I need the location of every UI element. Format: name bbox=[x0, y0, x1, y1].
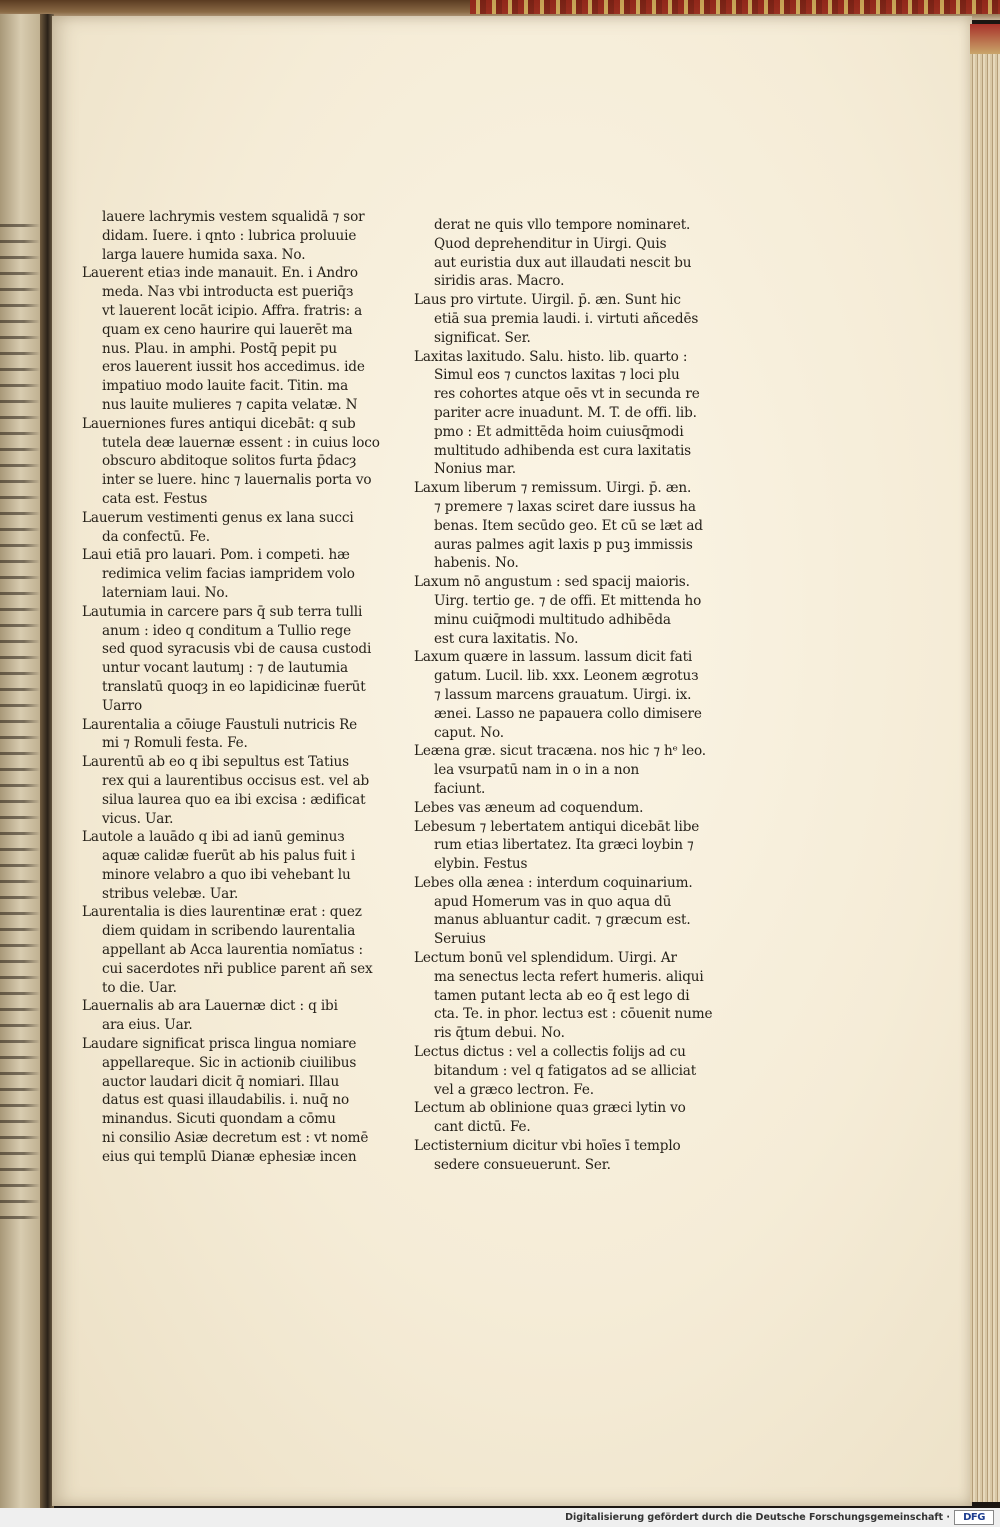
text-line: Uirg. tertio ge. ⁊ de offi. Et mittenda ho bbox=[434, 592, 702, 609]
text-line: redimica velim facias iampridem volo bbox=[102, 566, 355, 583]
text-line: Uarro bbox=[102, 697, 142, 714]
text-line: ris q̄tum debui. No. bbox=[434, 1025, 565, 1042]
text-line: auctor laudari dicit q̄ nomiari. Illau bbox=[102, 1073, 340, 1090]
text-line: tamen putant lecta ab eo q̄ est lego di bbox=[434, 987, 690, 1004]
entry-headword-line: Laxum nō angustum : sed spacij maioris. bbox=[414, 574, 690, 591]
text-line: multitudo adhibenda est cura laxitatis bbox=[434, 442, 691, 459]
text-line: diem quidam in scribendo laurentalia bbox=[102, 923, 356, 940]
entry-headword-line: Laurentalia is dies laurentinæ erat : quez bbox=[82, 904, 362, 921]
text-line: cui sacerdotes nr̄i publice parent añ sex bbox=[102, 960, 373, 977]
entry-headword-line: Lauerum vestimenti genus ex lana succi bbox=[82, 509, 354, 526]
entry-headword-line: Laxitas laxitudo. Salu. histo. lib. quarto : bbox=[414, 348, 688, 365]
text-line: larga lauere humida saxa. No. bbox=[102, 246, 306, 263]
text-line: cant dictū. Fe. bbox=[434, 1119, 531, 1136]
text-line: etiā sua premia laudi. i. virtuti añcedēs bbox=[434, 310, 699, 327]
text-line: minore velabro a quo ibi vehebant lu bbox=[102, 866, 351, 883]
text-line: datus est quasi illaudabilis. i. nuq̄ no bbox=[102, 1092, 350, 1109]
text-line: rum etiaз libertatez. Ita græci loybin ⁊ bbox=[434, 837, 694, 854]
text-line: bitandum : vel q fatigatos ad se alliciat bbox=[434, 1062, 697, 1079]
text-line: laterniam laui. No. bbox=[102, 584, 229, 601]
entry-headword-line: Lectum bonū vel splendidum. Uirgi. Ar bbox=[414, 950, 677, 967]
entry-headword-line: Laxum quære in lassum. lassum dicit fati bbox=[414, 649, 693, 666]
text-line: impatiuo modo lauite facit. Titin. ma bbox=[102, 378, 349, 395]
text-line: minandus. Sicuti quondam a cōmu bbox=[102, 1111, 336, 1128]
text-line: ni consilio Asiæ decretum est : vt nomē bbox=[102, 1130, 369, 1147]
text-line: manus abluantur cadit. ⁊ græcum est. bbox=[434, 912, 691, 929]
text-line: nus. Plau. in amphi. Postq̄ pepit pu bbox=[102, 340, 338, 357]
entry-headword-line: Lauerent etiaз inde manauit. En. i Andro bbox=[82, 265, 358, 282]
text-line: vel a græco lectron. Fe. bbox=[434, 1081, 594, 1098]
text-line: vt lauerent locāt icipio. Affra. fratris: a bbox=[102, 302, 363, 319]
text-line: minu cuiq̄modi multitudo adhibēda bbox=[434, 611, 671, 628]
text-line: pmo : Et admittēda hoim cuiusq̄modi bbox=[434, 423, 684, 440]
entry-headword-line: Laudare significat prisca lingua nomiare bbox=[82, 1036, 357, 1053]
binding-ribbon bbox=[470, 0, 1000, 14]
entry-headword-line: Laurentalia a cōiuge Faustuli nutricis Re bbox=[82, 716, 358, 733]
text-line: elybin. Festus bbox=[434, 856, 528, 873]
text-line: lauere lachrymis vestem squalidā ⁊ sor bbox=[102, 209, 365, 225]
entry-headword-line: Lectus dictus : vel a collectis folijs ad cu bbox=[414, 1044, 686, 1061]
entry-headword-line: Lautumia in carcere pars q̄ sub terra tulli bbox=[82, 603, 363, 620]
text-line: Seruius bbox=[434, 931, 486, 948]
text-line: stribus velebæ. Uar. bbox=[102, 885, 239, 902]
text-line: significat. Ser. bbox=[434, 329, 531, 346]
text-line: silua laurea quo ea ibi excisa : ædificat bbox=[102, 791, 366, 808]
text-line: quam ex ceno haurire qui lauerēt ma bbox=[102, 321, 353, 338]
text-line: anum : ideo q conditum a Tullio rege bbox=[102, 622, 352, 639]
text-line: ænei. Lasso ne papauera collo dimisere bbox=[434, 705, 702, 722]
entry-headword-line: Lebes olla ænea : interdum coquinarium. bbox=[414, 874, 693, 891]
page-fore-edge bbox=[970, 24, 1000, 1502]
text-line: appellareque. Sic in actionib ciuilibus bbox=[102, 1054, 357, 1071]
text-line: didam. Iuere. i qnto : lubrica proluuie bbox=[102, 227, 357, 244]
entry-headword-line: Laurentū ab eo q ibi sepultus est Tatius bbox=[82, 754, 349, 771]
text-line: vicus. Uar. bbox=[102, 810, 174, 827]
text-line: aut euristia dux aut illaudati nescit bu bbox=[434, 254, 692, 271]
text-line: eros lauerent iussit hos accedimus. ide bbox=[102, 359, 365, 376]
text-line: auras palmes agit laxis p puꝫ immissis bbox=[434, 536, 693, 553]
text-line: ara eius. Uar. bbox=[102, 1017, 193, 1034]
entry-headword-line: Lautole a lauādo q ibi ad ianū geminuз bbox=[82, 829, 345, 846]
entry-headword-line: Leæna græ. sicut tracæna. nos hic ⁊ hᵉ leo. bbox=[414, 743, 706, 760]
text-line: nus lauite mulieres ⁊ capita velatæ. N bbox=[102, 396, 358, 413]
text-line: pariter acre inuadunt. M. T. de offi. lib. bbox=[434, 404, 697, 421]
entry-headword-line: Laxum liberum ⁊ remissum. Uirgi. p̄. æn. bbox=[414, 480, 692, 497]
entry-headword-line: Laui etiā pro lauari. Pom. i competi. hæ bbox=[82, 547, 350, 564]
text-line: Simul eos ⁊ cunctos laxitas ⁊ loci plu bbox=[434, 367, 680, 384]
right-text-column bbox=[414, 216, 724, 1175]
text-line: derat ne quis vllo tempore nominaret. bbox=[434, 217, 691, 233]
left-page-text-bleed bbox=[0, 224, 40, 1224]
text-line: appellant ab Acca laurentia nomīatus : bbox=[102, 942, 363, 959]
text-line: Quod deprehenditur in Uirgi. Quis bbox=[434, 235, 667, 252]
text-line: cta. Te. in phor. lectuз est : cōuenit nume bbox=[434, 1006, 713, 1023]
bookmark-ribbon bbox=[970, 24, 1000, 54]
text-line: cata est. Festus bbox=[102, 490, 208, 507]
text-line: aquæ calidæ fuerūt ab his palus fuit i bbox=[102, 848, 356, 865]
text-line: benas. Item secūdo geo. Et cū se læt ad bbox=[434, 517, 703, 534]
entry-headword-line: Lebes vas æneum ad coquendum. bbox=[414, 799, 644, 816]
text-line: mi ⁊ Romuli festa. Fe. bbox=[102, 735, 248, 752]
text-line: apud Homerum vas in quo aqua dū bbox=[434, 893, 672, 910]
text-line: habenis. No. bbox=[434, 555, 519, 572]
text-line: ma senectus lecta refert humeris. aliqui bbox=[434, 968, 704, 985]
left-text-column bbox=[82, 208, 382, 1167]
text-line: rex qui a laurentibus occisus est. vel ab bbox=[102, 772, 370, 789]
text-line: inter se luere. hinc ⁊ lauernalis porta vo bbox=[102, 472, 372, 489]
text-line: faciunt. bbox=[434, 780, 486, 797]
digitization-credit: Digitalisierung gefördert durch die Deutsche Forschungsgemeinschaft · bbox=[565, 1512, 950, 1523]
entry-headword-line: Laus pro virtute. Uirgil. p̄. æn. Sunt hic bbox=[414, 292, 681, 309]
text-line: caput. No. bbox=[434, 724, 504, 741]
text-line: sed quod syracusis vbi de causa custodi bbox=[102, 641, 372, 658]
entry-headword-line: Lebesum ⁊ lebertatem antiqui dicebāt libe bbox=[414, 818, 700, 835]
text-line: tutela deæ lauernæ essent : in cuius loco bbox=[102, 434, 380, 451]
text-line: translatū quoqȝ in eo lapidicinæ fuerūt bbox=[102, 678, 366, 695]
text-line: obscuro abditoque solitos furta p̄dacȝ bbox=[102, 453, 357, 470]
text-line: res cohortes atque oēs vt in secunda re bbox=[434, 386, 700, 403]
text-line: eius qui templū Dianæ ephesiæ incen bbox=[102, 1148, 357, 1165]
text-line: to die. Uar. bbox=[102, 979, 177, 996]
text-line: sedere consueuerunt. Ser. bbox=[434, 1156, 611, 1173]
text-line: lea vsurpatū nam in o in a non bbox=[434, 762, 640, 779]
text-line: gatum. Lucil. lib. xxx. Leonem ægrotuз bbox=[434, 668, 699, 685]
text-line: untur vocant lautumȷ : ⁊ de lautumia bbox=[102, 660, 348, 677]
entry-headword-line: Lectisternium dicitur vbi hoīes ī templo bbox=[414, 1138, 681, 1155]
entry-headword-line: Lauerniones fures antiqui dicebāt: q sub bbox=[82, 415, 356, 432]
dfg-logo: DFG bbox=[954, 1510, 994, 1525]
text-line: ⁊ premere ⁊ laxas sciret dare iussus ha bbox=[434, 498, 696, 515]
text-line: da confectū. Fe. bbox=[102, 528, 210, 545]
text-line: siridis aras. Macro. bbox=[434, 273, 565, 290]
entry-headword-line: Lectum ab oblinione quaз græci lytin vo bbox=[414, 1100, 686, 1117]
text-line: est cura laxitatis. No. bbox=[434, 630, 579, 647]
text-line: meda. Naз vbi introducta est pueriq̄з bbox=[102, 284, 354, 301]
entry-headword-line: Lauernalis ab ara Lauernæ dict : q ibi bbox=[82, 998, 338, 1015]
text-line: Nonius mar. bbox=[434, 461, 516, 478]
text-line: ⁊ lassum marcens grauatum. Uirgi. ix. bbox=[434, 686, 692, 703]
